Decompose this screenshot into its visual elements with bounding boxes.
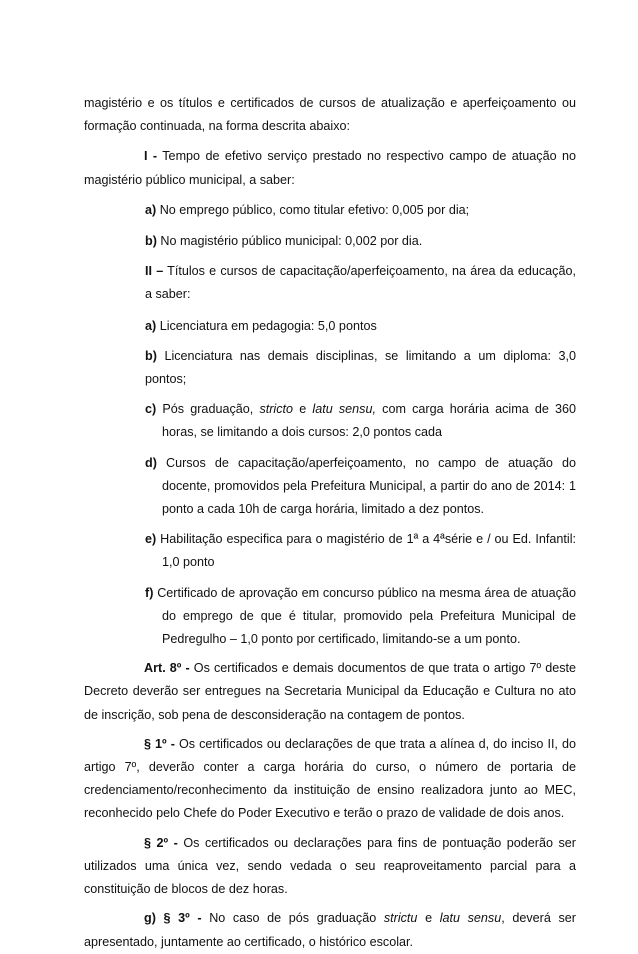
paragraph-text: , deverá ser apresentado, juntamente ao certificado, o histórico escolar. bbox=[84, 911, 576, 949]
section-ii-item-d bbox=[145, 452, 576, 522]
paragraph-1 bbox=[84, 733, 576, 826]
item-text-italic: latu sensu, bbox=[312, 402, 376, 417]
item-text: Habilitação especifica para o magistério de 1ª a 4ªsérie e / ou Ed. Infantil: 1,0 ponto bbox=[160, 532, 576, 570]
paragraph-intro-text: magistério e os títulos e certificados de cursos de atualização e aperfeiçoamento ou formação continuada, na forma descrita abaixo: bbox=[84, 96, 576, 134]
item-label: b) bbox=[145, 234, 157, 249]
article-label: Art. 8º - bbox=[144, 661, 190, 676]
item-label: f) bbox=[145, 585, 154, 600]
item-text: Cursos de capacitação/aperfeiçoamento, no campo de atuação do docente, promovidos pela Prefeitura Municipal, a partir do ano de 2014: 1 ponto a cada 10h de carga horária, limitado a dez pontos. bbox=[162, 455, 577, 517]
item-text: No magistério público municipal: 0,002 por dia. bbox=[160, 234, 423, 249]
section-ii-label: II – bbox=[145, 264, 164, 279]
paragraph-text-italic: strictu bbox=[383, 911, 418, 926]
paragraph-text: Os certificados ou declarações para fins de pontuação poderão ser utilizados uma única vez, sendo vedada o seu reaproveitamento parcial para a constituição de blocos de dez horas. bbox=[84, 835, 576, 897]
section-ii-item-a bbox=[145, 315, 576, 338]
section-ii-text: Títulos e cursos de capacitação/aperfeiçoamento, na área da educação, a saber: bbox=[145, 264, 576, 302]
section-ii-item-f bbox=[145, 582, 576, 652]
section-ii-item-c bbox=[145, 398, 576, 444]
article-text: Os certificados e demais documentos de que trata o artigo 7º deste Decreto deverão ser entregues na Secretaria Municipal da Educação e Cultura no ato de inscrição, sob pena de desconsideração na contagem de pontos. bbox=[84, 661, 577, 722]
paragraph-2 bbox=[84, 832, 576, 902]
item-text: No emprego público, como titular efetivo: 0,005 por dia; bbox=[159, 202, 470, 217]
item-text: com carga horária acima de 360 horas, se limitando a dois cursos: 2,0 pontos cada bbox=[162, 402, 577, 440]
item-text: Certificado de aprovação em concurso público na mesma área de atuação do emprego de que é titular, promovido pela Prefeitura Municipal de Pedregulho – 1,0 ponto por certificado, limitando-se a um ponto. bbox=[157, 585, 576, 647]
paragraph-text: Os certificados ou declarações de que trata a alínea d, do inciso II, do artigo 7º, deverão conter a carga horária do curso, o número de portaria de credenciamento/reconhecimento da instituição de ensino realizadora junto ao MEC, reconhecido pelo Chefe do Poder Executivo e terão o prazo de validade de dois anos. bbox=[84, 736, 576, 821]
paragraph-label: § 1º - bbox=[144, 736, 175, 751]
item-label: a) bbox=[145, 202, 157, 217]
section-ii-item-b bbox=[145, 345, 576, 391]
item-label: e) bbox=[145, 532, 157, 547]
item-text-italic: stricto bbox=[259, 402, 294, 417]
article-8 bbox=[84, 657, 576, 727]
section-ii-item-e bbox=[145, 528, 576, 574]
paragraph-label: § 2º - bbox=[144, 835, 178, 850]
item-label: b) bbox=[145, 348, 157, 363]
section-i-label: I - bbox=[144, 149, 158, 164]
item-text: Licenciatura nas demais disciplinas, se limitando a um diploma: 3,0 pontos; bbox=[145, 348, 576, 387]
section-i-item-a bbox=[145, 199, 576, 222]
paragraph-text: No caso de pós graduação bbox=[209, 911, 377, 926]
paragraph-intro bbox=[84, 92, 576, 138]
section-ii bbox=[145, 260, 576, 306]
paragraph-3 bbox=[84, 907, 576, 953]
section-i bbox=[84, 145, 576, 191]
paragraph-text-italic: latu sensu bbox=[439, 911, 502, 926]
item-label: c) bbox=[145, 402, 157, 417]
paragraph-text: e bbox=[425, 911, 433, 926]
item-label: d) bbox=[145, 455, 157, 470]
section-i-text: Tempo de efetivo serviço prestado no respectivo campo de atuação no magistério público municipal, a saber: bbox=[84, 149, 576, 187]
item-text: e bbox=[299, 402, 307, 417]
section-i-item-b bbox=[145, 230, 576, 253]
item-label: a) bbox=[145, 318, 157, 333]
paragraph-label: g) § 3º - bbox=[144, 911, 202, 926]
document-body bbox=[84, 92, 576, 954]
item-text: Licenciatura em pedagogia: 5,0 pontos bbox=[159, 318, 377, 333]
item-text: Pós graduação, bbox=[162, 402, 254, 417]
